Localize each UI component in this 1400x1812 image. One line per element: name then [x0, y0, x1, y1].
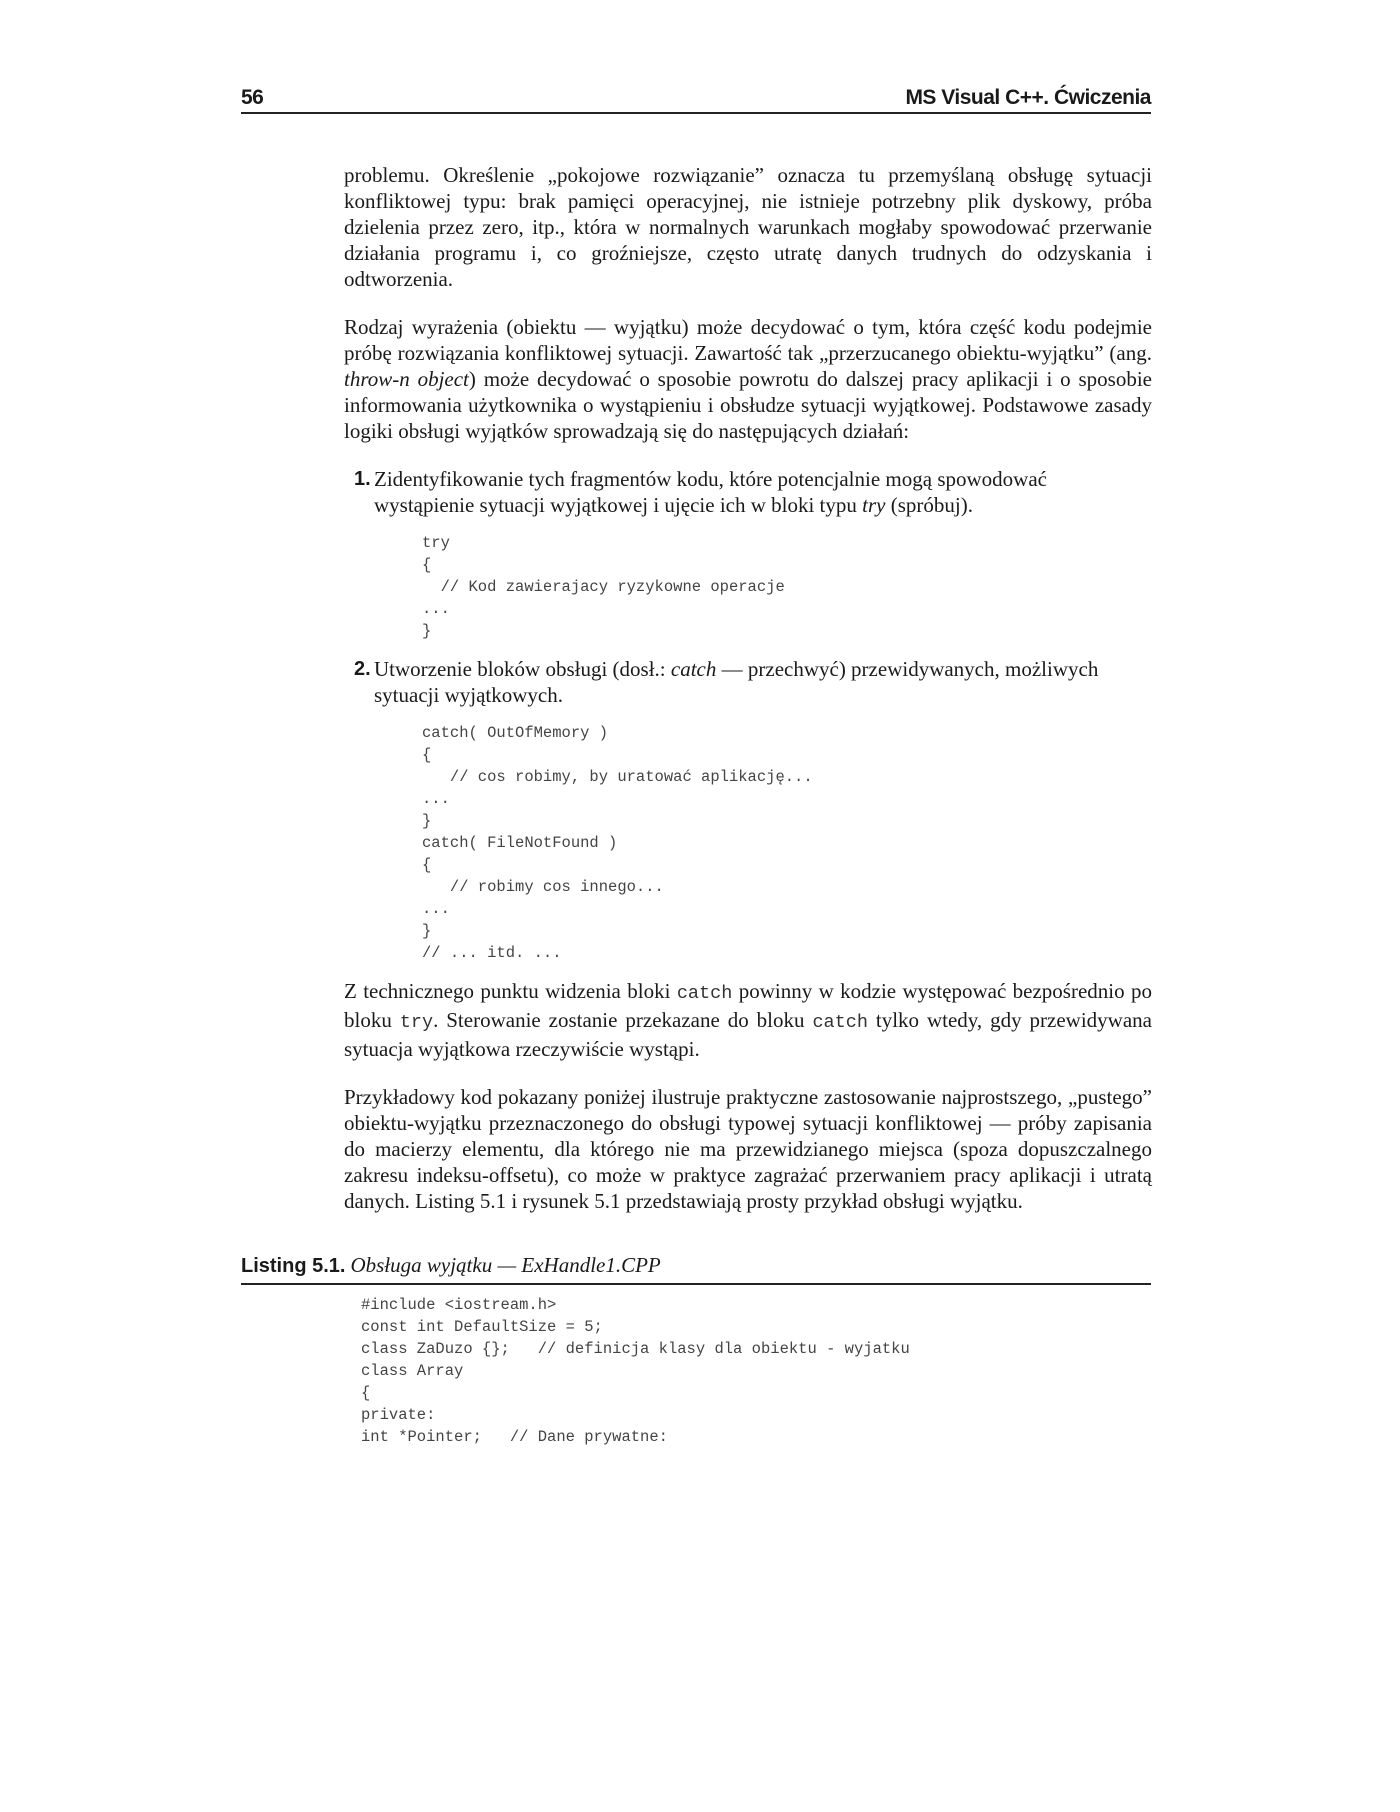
step-text-a: Utworzenie bloków obsługi (dosł.:	[374, 657, 671, 681]
step-italic: try	[862, 493, 886, 517]
step-item-2	[344, 656, 1152, 964]
page-number: 56	[241, 86, 264, 109]
listing-code: #include <iostream.h> const int DefaultSize = 5; class ZaDuzo {}; // definicja klasy dla obiektu - wyjatku class Array { private: int *Pointer; // Dane prywatne:	[361, 1296, 910, 1446]
page-header	[241, 82, 1151, 114]
inline-code: try	[399, 1012, 434, 1033]
paragraph-2	[344, 314, 1152, 444]
step-italic: catch	[670, 657, 717, 681]
paragraph-3-text-c: . Sterowanie zostanie przekazane do bloku	[433, 1008, 813, 1032]
listing-title: Obsługa wyjątku — ExHandle1.CPP	[350, 1253, 661, 1277]
step-item-1	[344, 466, 1152, 642]
inline-code: catch	[812, 1012, 868, 1033]
running-title: MS Visual C++. Ćwiczenia	[905, 86, 1151, 109]
paragraph-1: problemu. Określenie „pokojowe rozwiązanie” oznacza tu przemyślaną obsługę sytuacji konfliktowej typu: brak pamięci operacyjnej, nie istnieje potrzebny plik dyskowy, próba dzielenia przez zero, itp., która w normalnych warunkach mogłaby spowodować przerwanie działania programu i, co groźniejsze, często utratę danych trudnych do odzyskania i odtworzenia.	[344, 163, 1152, 291]
step-text-b: (spróbuj).	[885, 493, 973, 517]
step-text-a: Zidentyfikowanie tych fragmentów kodu, które potencjalnie mogą spowodować wystąpienie sytuacji wyjątkowej i ujęcie ich w bloki typu	[374, 467, 1047, 517]
page-body	[344, 162, 1152, 1236]
paragraph-3-text-d: tylko wtedy, gdy przewidywana sytuacja wyjątkowa rzeczywiście wystąpi.	[344, 1008, 1152, 1061]
paragraph-4: Przykładowy kod pokazany poniżej ilustruje praktyczne zastosowanie najprostszego, „pustego” obiektu-wyjątku przeznaczonego do obsługi typowej sytuacji konfliktowej — próby zapisania do macierzy elementu, dla którego nie ma przewidzianego miejsca (spoza dopuszczalnego zakresu indeksu-offsetu), co może w praktyce zagrażać przerwaniem pracy aplikacji i utratą danych. Listing 5.1 i rysunek 5.1 przedstawiają prosty przykład obsługi wyjątku.	[344, 1085, 1152, 1213]
paragraph-3	[344, 978, 1152, 1062]
code-block-catch: catch( OutOfMemory ) { // cos robimy, by uratować aplikację... ... } catch( FileNotFound ) { // robimy cos innego... ... } // ... itd. ...	[422, 724, 813, 962]
paragraph-2-text-b: ) może decydować o sposobie powrotu do dalszej pracy aplikacji i o sposobie informowania użytkownika o wystąpieniu i obsłudze sytuacji wyjątkowej. Podstawowe zasady logiki obsługi wyjątków sprowadzają się do następujących działań:	[344, 367, 1152, 443]
paragraph-3-text-b: powinny w kodzie występować bezpośrednio po bloku	[344, 979, 1153, 1032]
step-number: 2.	[354, 658, 371, 680]
inline-code: catch	[676, 983, 733, 1004]
listing-caption	[241, 1253, 1151, 1285]
step-text-b: — przechwyć) przewidywanych, możliwych sytuacji wyjątkowych.	[374, 657, 1099, 707]
paragraph-2-text-a: Rodzaj wyrażenia (obiektu — wyjątku) może decydować o tym, która część kodu podejmie próbę rozwiązania konfliktowej sytuacji. Zawartość tak „przerzucanego obiektu-wyjątku” (ang.	[344, 315, 1152, 365]
paragraph-3-text-a: Z technicznego punktu widzenia bloki	[344, 979, 677, 1003]
paragraph-2-italic: throw-n object	[344, 367, 469, 391]
step-number: 1.	[354, 468, 371, 490]
code-block-try: try { // Kod zawierajacy ryzykowne operacje ... }	[422, 534, 785, 640]
steps-list	[344, 466, 1152, 964]
listing-label: Listing 5.1.	[241, 1255, 346, 1277]
